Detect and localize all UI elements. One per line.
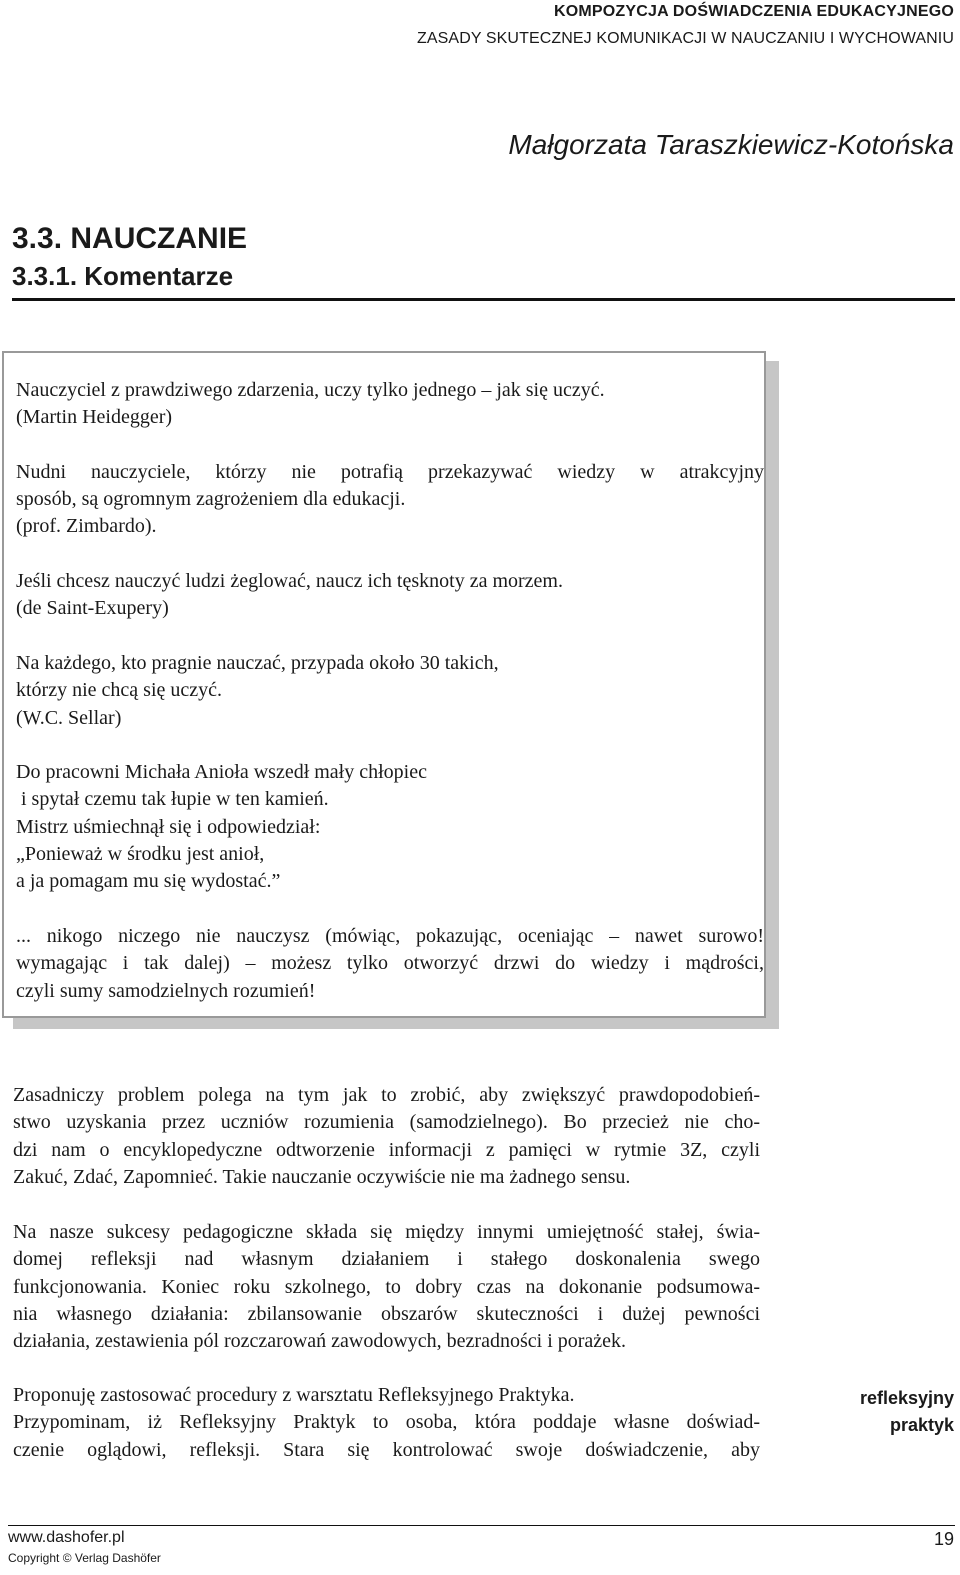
quote-attribution: (prof. Zimbardo).: [16, 515, 157, 538]
quote-heidegger: [16, 377, 764, 432]
quote-line: czyli sumy samodzielnych rozumień!: [16, 979, 316, 1002]
quote-line: ... nikogo niczego nie nauczysz (mówiąc, pokazując, oceniając – nawet surowo!: [16, 924, 764, 947]
section-title: 3.3. NAUCZANIE: [12, 222, 248, 255]
quote-line: Do pracowni Michała Anioła wszedł mały chłopiec: [16, 761, 427, 784]
quote-box: [2, 351, 766, 1018]
footer-url: www.dashofer.pl: [8, 1529, 125, 1546]
footer-copyright: Copyright © Verlag Dashöfer: [8, 1551, 161, 1565]
margin-note-line: refleksyjny: [859, 1388, 954, 1408]
quote-line: a ja pomagam mu się wydostać.”: [16, 870, 281, 893]
footer-divider: [8, 1525, 955, 1526]
quote-line: Nudni nauczyciele, którzy nie potrafią przekazywać wiedzy w atrakcyjny: [16, 460, 764, 483]
quote-line: i spytał czemu tak łupie w ten kamień.: [16, 788, 329, 811]
paragraph-line: stwo uzyskania przez uczniów rozumienia (samodzielnego). Bo przecież nie cho-: [13, 1111, 760, 1134]
paragraph-line: dzi nam o encyklopedyczne odtworzenie informacji z pamięci w rytmie 3Z, czyli: [13, 1138, 760, 1161]
subsection-title: 3.3.1. Komentarze: [12, 261, 234, 291]
quote-michelangelo: [16, 759, 764, 895]
quote-attribution: (Martin Heidegger): [16, 406, 173, 429]
paragraph-line: funkcjonowania. Koniec roku szkolnego, to dobry czas na dokonanie podsumowa-: [13, 1275, 760, 1298]
paragraph-line: działania, zestawienia pól rozczarowań zawodowych, bezradności i porażek.: [13, 1330, 627, 1353]
paragraph-line: Przypominam, iż Refleksyjny Praktyk to osoba, która poddaje własne doświad-: [13, 1411, 760, 1434]
quote-closing: [16, 923, 764, 1005]
paragraph-line: nia własnego działania: zbilansowanie obszarów skuteczności i dużej pewności: [13, 1302, 760, 1325]
quote-list: [16, 377, 764, 1032]
section-divider: [12, 298, 955, 301]
quote-line: sposób, są ogromnym zagrożeniem dla edukacji.: [16, 488, 406, 511]
paragraph-line: Zasadniczy problem polega na tym jak to zrobić, aby zwiększyć prawdopodobień-: [13, 1084, 760, 1106]
quote-line: Mistrz uśmiechnął się i odpowiedział:: [16, 815, 321, 838]
quote-line: Na każdego, kto pragnie nauczać, przypada około 30 takich,: [16, 651, 499, 674]
quote-attribution: (de Saint-Exupery): [16, 597, 169, 620]
paragraph-line: Proponuję zastosować procedury z warsztatu Refleksyjnego Praktyka.: [13, 1384, 575, 1406]
quote-saint-exupery: [16, 568, 764, 623]
paragraph-reflection: [13, 1219, 760, 1355]
running-header-title: KOMPOZYCJA DOŚWIADCZENIA EDUKACYJNEGO: [553, 3, 954, 20]
paragraph-line: Na nasze sukcesy pedagogiczne składa się między innymi umiejętność stałej, świa-: [13, 1221, 760, 1243]
quote-line: którzy nie chcą się uczyć.: [16, 679, 223, 702]
paragraph-line: czenie oglądowi, refleksji. Stara się kontrolować swoje doświadczenie, aby: [13, 1438, 760, 1461]
margin-note-line: praktyk: [889, 1415, 954, 1435]
quote-zimbardo: [16, 459, 764, 541]
quote-line: wymagając i tak dalej) – możesz tylko otworzyć drzwi do wiedzy i mądrości,: [16, 952, 764, 975]
quote-line: „Ponieważ w środku jest anioł,: [16, 843, 265, 866]
paragraph-practitioner: [13, 1382, 760, 1464]
quote-sellar: [16, 650, 764, 732]
paragraph-line: Zakuć, Zdać, Zapomnieć. Takie nauczanie oczywiście nie ma żadnego sensu.: [13, 1165, 631, 1188]
running-header-subtitle: ZASADY SKUTECZNEJ KOMUNIKACJI W NAUCZANIU I WYCHOWANIU: [417, 30, 954, 47]
page-number: 19: [933, 1529, 954, 1549]
paragraph-problem: [13, 1082, 760, 1191]
quote-line: Nauczyciel z prawdziwego zdarzenia, uczy tylko jednego – jak się uczyć.: [16, 379, 605, 401]
quote-line: Jeśli chcesz nauczyć ludzi żeglować, naucz ich tęsknoty za morzem.: [16, 570, 563, 593]
quote-attribution: (W.C. Sellar): [16, 706, 122, 729]
margin-note: [830, 1385, 954, 1439]
author-name: Małgorzata Taraszkiewicz-Kotońska: [508, 129, 954, 160]
paragraph-line: domej refleksji nad własnym działaniem i stałego doskonalenia swego: [13, 1248, 760, 1271]
